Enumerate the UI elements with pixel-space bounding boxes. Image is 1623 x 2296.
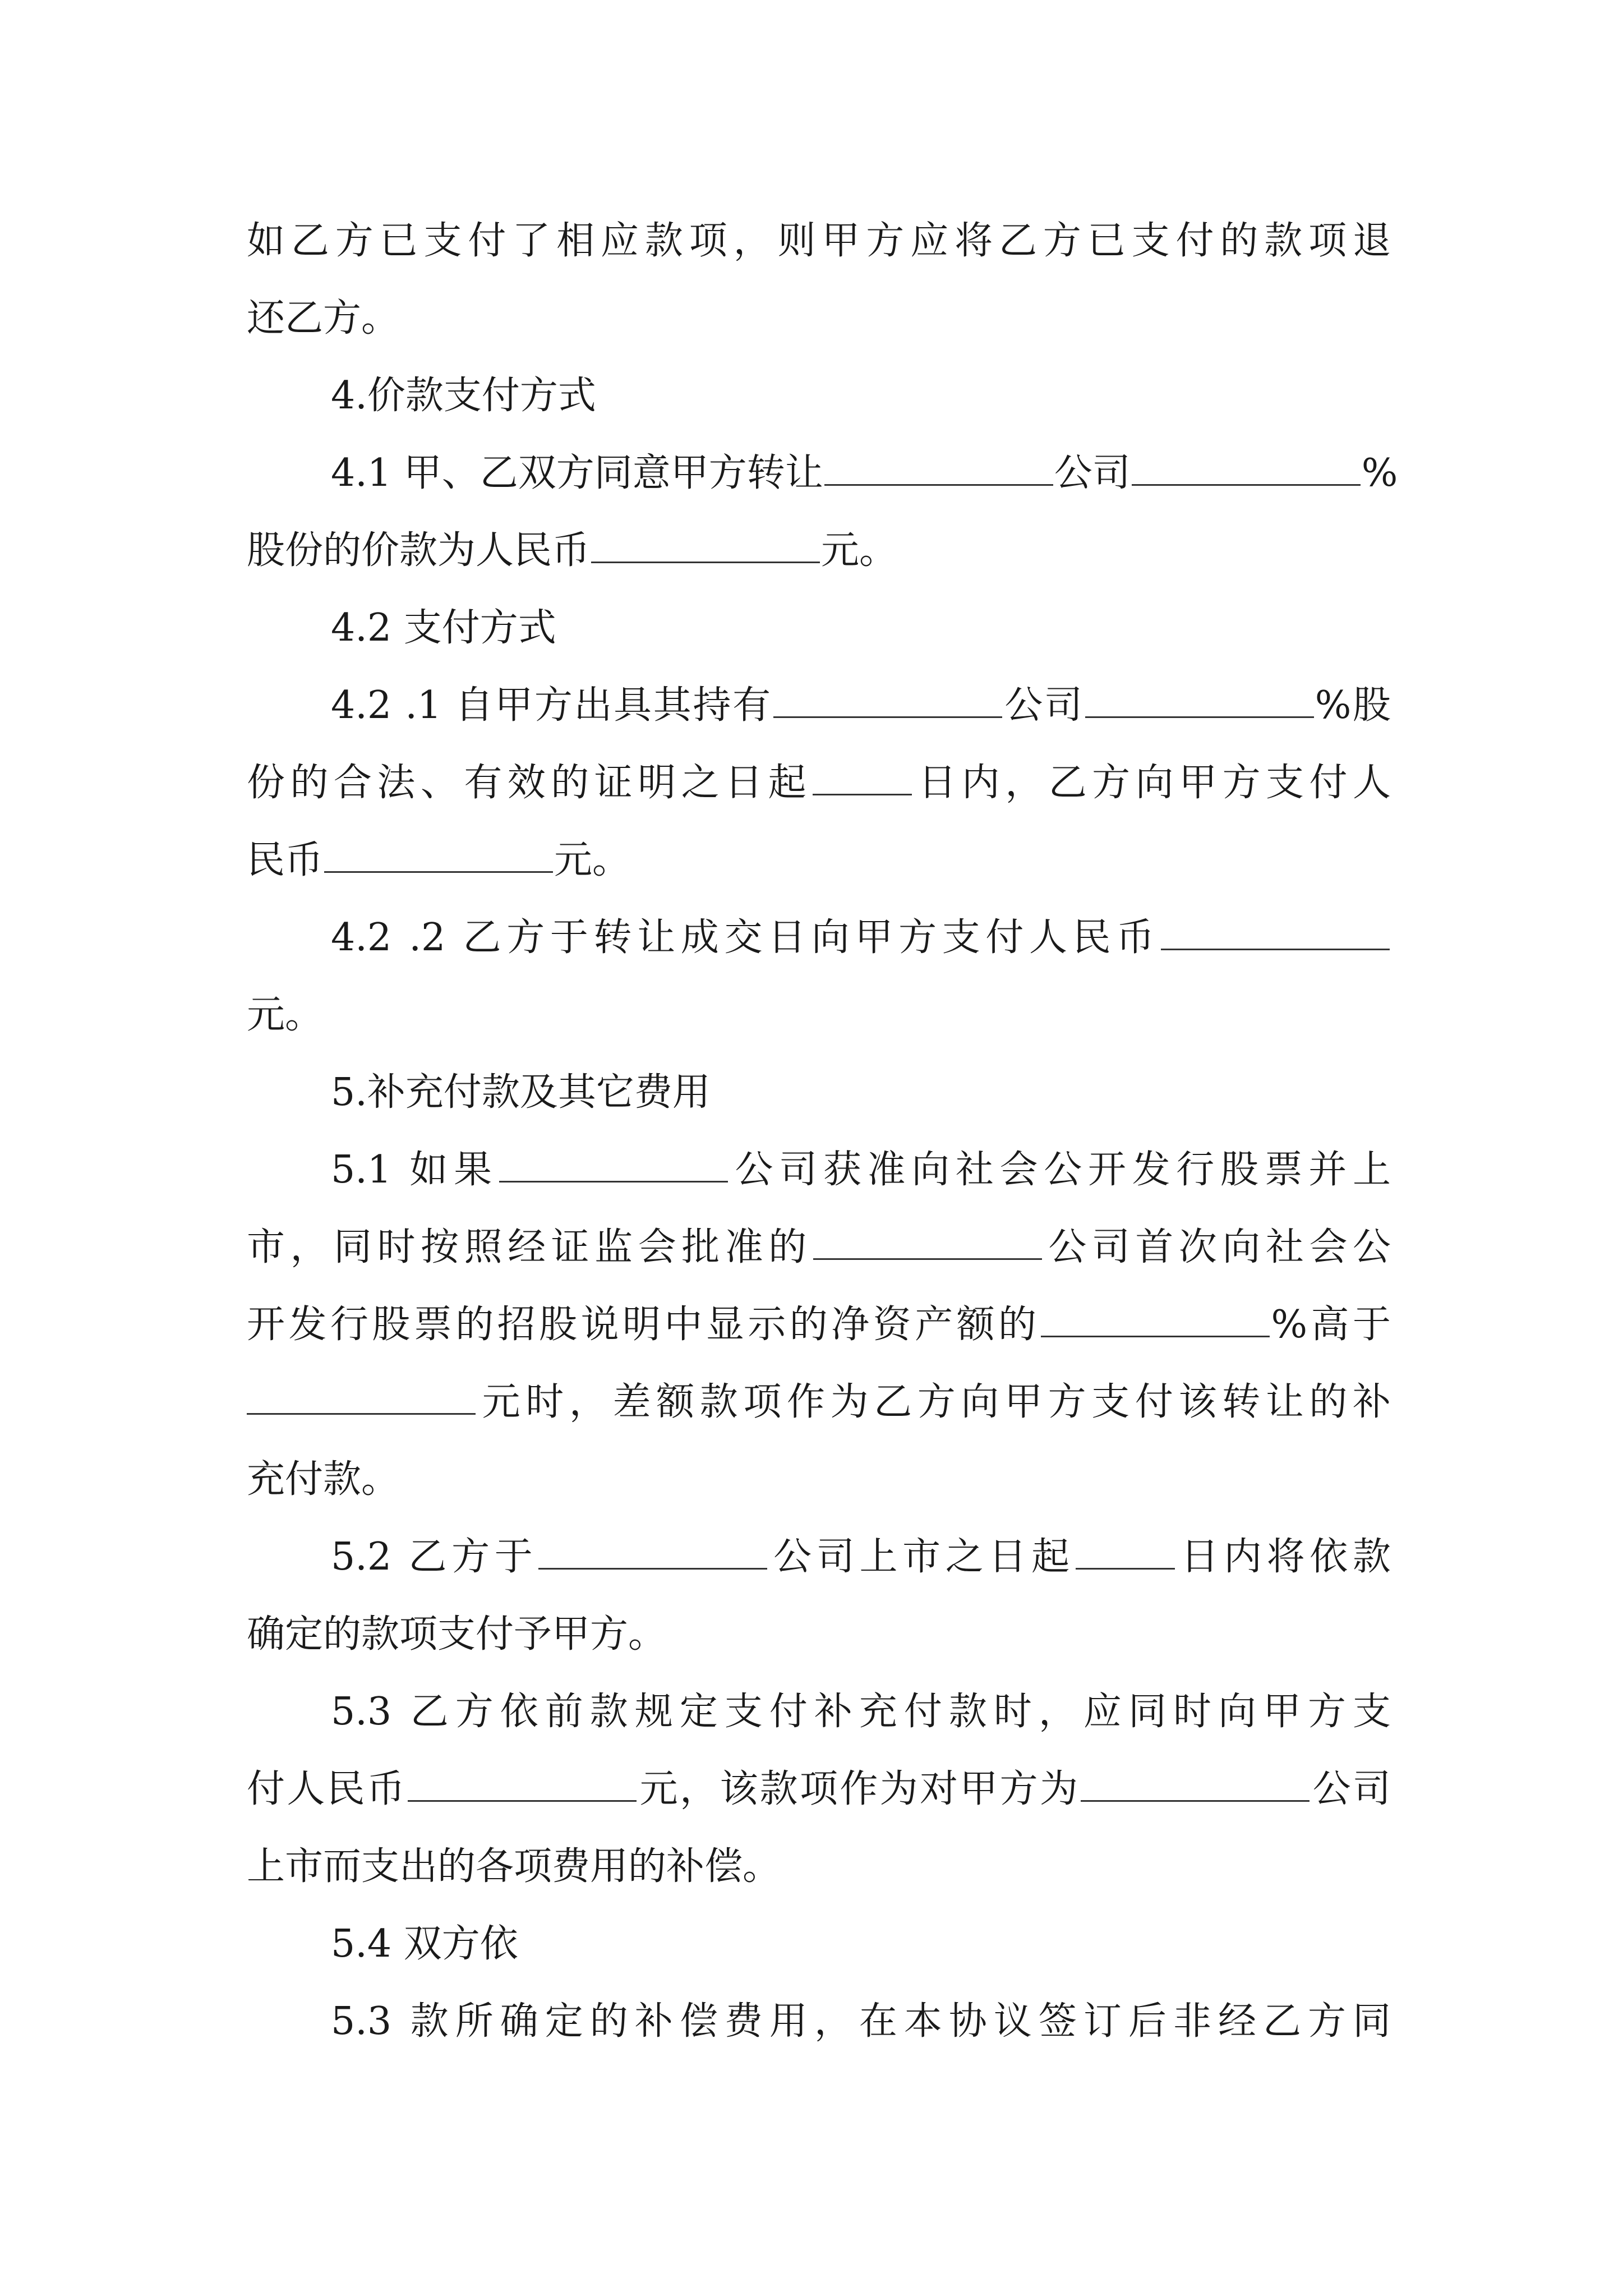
- section-heading: 4.价款支付方式: [331, 374, 596, 418]
- fill-in-blank[interactable]: [408, 1764, 637, 1802]
- paragraph-line: 股份的价款为人民币 元。: [247, 520, 1391, 582]
- paragraph-line: 4.1 甲、乙双方同意甲方转让 公司 %: [331, 443, 1391, 504]
- paragraph-line: 如乙方已支付了相应款项，则甲方应将乙方已支付的款项退: [247, 219, 1391, 263]
- fill-in-blank[interactable]: [813, 1222, 1042, 1260]
- fill-in-blank[interactable]: [247, 1377, 476, 1415]
- fill-in-blank[interactable]: [813, 757, 912, 795]
- paragraph-line: 5.2 乙方于 公司上市之日起 日内将依款: [331, 1526, 1391, 1588]
- paragraph-line: 确定的款项支付予甲方。: [247, 1612, 667, 1657]
- fill-in-blank[interactable]: [1132, 448, 1361, 486]
- paragraph-line: 市，同时按照经证监会批准的 公司首次向社会公: [247, 1217, 1391, 1278]
- paragraph-line: 开发行股票的招股说明中显示的净资产额的 %高于: [247, 1294, 1391, 1356]
- paragraph-line: 民币 元。: [247, 830, 1391, 891]
- paragraph-line: 5.4 双方依: [331, 1922, 518, 1966]
- fill-in-blank[interactable]: [1085, 680, 1314, 718]
- fill-in-blank[interactable]: [591, 525, 820, 563]
- paragraph-line: 充付款。: [247, 1457, 400, 1502]
- fill-in-blank[interactable]: [824, 448, 1053, 486]
- section-heading: 4.2 支付方式: [331, 606, 556, 650]
- fill-in-blank[interactable]: [1081, 1764, 1310, 1802]
- paragraph-line: 5.1 如果 公司获准向社会公开发行股票并上: [331, 1139, 1391, 1201]
- fill-in-blank[interactable]: [1041, 1299, 1270, 1337]
- paragraph-line: 上市而支出的各项费用的补偿。: [247, 1844, 781, 1889]
- paragraph-line: 还乙方。: [247, 296, 400, 341]
- paragraph-line: 5.3 款所确定的补偿费用，在本协议签订后非经乙方同: [331, 1999, 1391, 2044]
- fill-in-blank[interactable]: [773, 680, 1002, 718]
- paragraph-line: 份的合法、有效的证明之日起 日内，乙方向甲方支付人: [247, 752, 1391, 814]
- fill-in-blank[interactable]: [538, 1531, 767, 1570]
- fill-in-blank[interactable]: [499, 1144, 728, 1182]
- paragraph-line: 4.2 .1 自甲方出具其持有 公司 %股: [331, 675, 1391, 737]
- paragraph-line: 付人民币 元，该款项作为对甲方为 公司: [247, 1759, 1391, 1820]
- paragraph-line: 5.3 乙方依前款规定支付补充付款时，应同时向甲方支: [331, 1690, 1391, 1734]
- paragraph-line: 元。: [247, 993, 324, 1037]
- paragraph-line: 元时，差额款项作为乙方向甲方支付该转让的补: [247, 1372, 1391, 1433]
- fill-in-blank[interactable]: [1076, 1531, 1175, 1570]
- paragraph-line: 4.2 .2 乙方于转让成交日向甲方支付人民币: [331, 907, 1391, 969]
- section-heading: 5.补充付款及其它费用: [331, 1070, 711, 1115]
- fill-in-blank[interactable]: [1161, 912, 1390, 950]
- fill-in-blank[interactable]: [324, 835, 553, 873]
